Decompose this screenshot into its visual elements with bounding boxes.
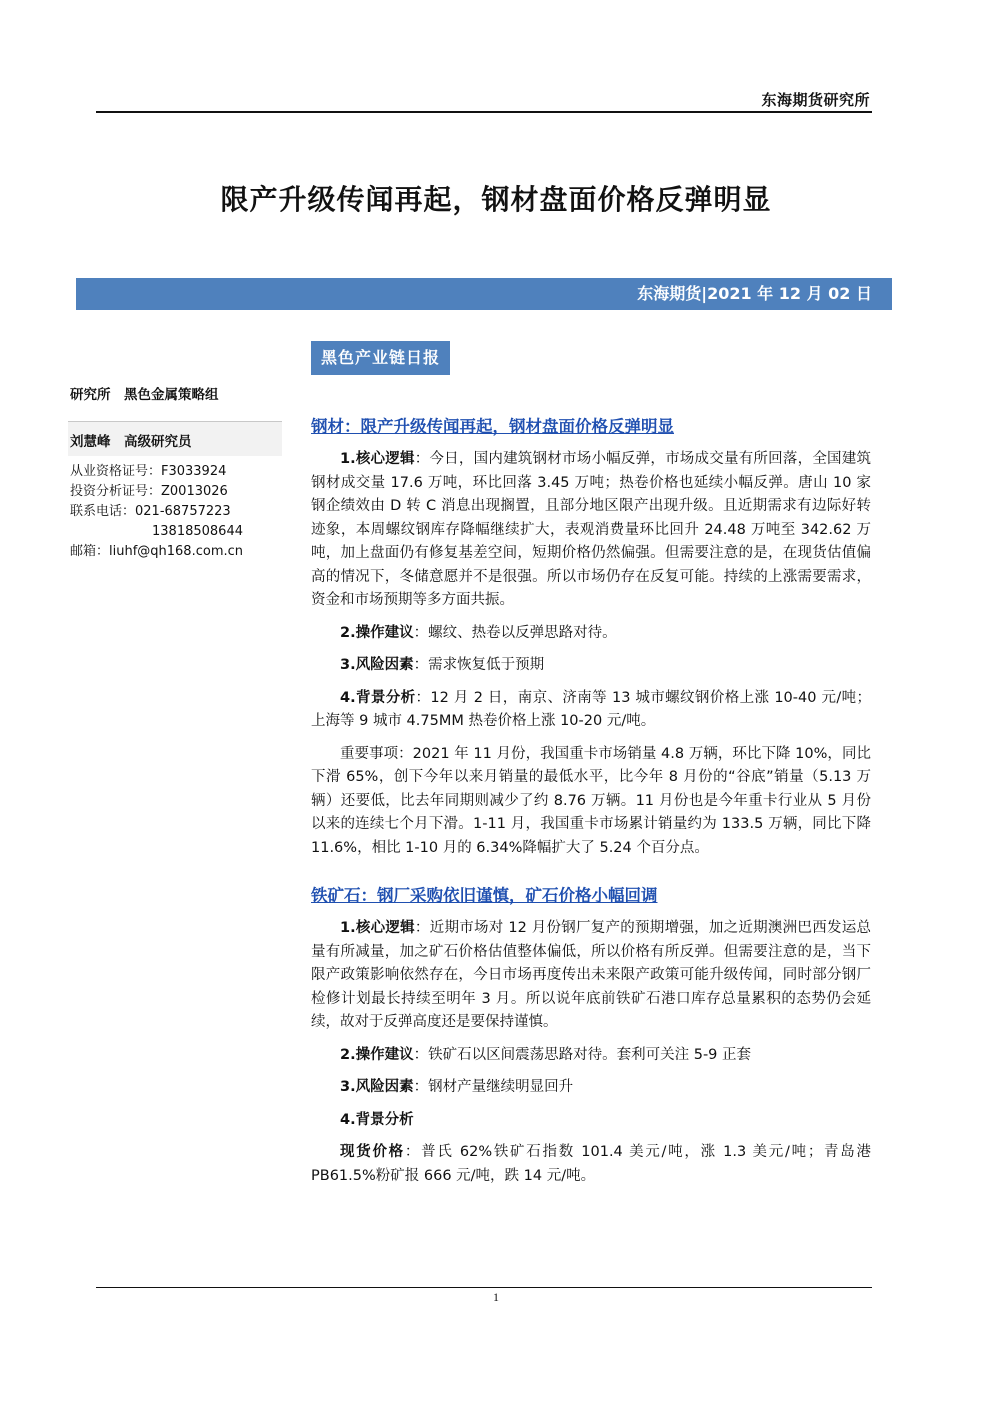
email[interactable]: 邮箱：liuhf@qh168.com.cn <box>70 544 243 559</box>
core-logic-label: 1.核心逻辑 <box>340 451 415 467</box>
header-divider <box>96 111 872 113</box>
phone: 联系电话：021-68757223 <box>70 504 231 519</box>
operation-text: ：螺纹、热卷以反弹思路对待。 <box>413 624 617 641</box>
risk-text: ：钢材产量继续明显回升 <box>413 1079 574 1095</box>
steel-key-events: 重要事项：2021 年 11 月份，我国重卡市场销量 4.8 万辆，环比下降 10%，同比下滑 65%，创下今年以来月销量的最低水平，比今年 8 月份的“谷底”销量（5.13 万辆）还要低，比去年同期则减少了约 8.76 万辆。11 月份也是今年重卡行业从 5 月份以来的连续七个月下滑。1-11 月，我国重卡市场累计销量约为 133.5 万辆，同比下降 11.6%，相比 1-10 月的 6.34%降幅扩大了 5.24 个百分点。 <box>311 745 871 856</box>
analyst-name: 刘慧峰 高级研究员 <box>68 421 282 456</box>
research-group: 研究所 黑色金属策略组 <box>70 387 219 403</box>
background-text: ：12 月 2 日，南京、济南等 13 城市螺纹钢价格上涨 10-40 元/吨；上海等 9 城市 4.75MM 热卷价格上涨 10-20 元/吨。 <box>311 689 871 729</box>
ore-background <box>311 1109 871 1133</box>
date-band: 东海期货|2021 年 12 月 02 日 <box>76 278 892 310</box>
page-title: 限产升级传闻再起，钢材盘面价格反弹明显 <box>220 183 772 216</box>
spot-price-label: 现货价格 <box>340 1144 405 1160</box>
risk-label: 3.风险因素 <box>340 657 414 673</box>
operation-label: 2.操作建议 <box>340 624 414 641</box>
risk-text: ：需求恢复低于预期 <box>413 657 545 673</box>
core-logic-label: 1.核心逻辑 <box>340 920 415 936</box>
section-steel-title: 钢材：限产升级传闻再起，钢材盘面价格反弹明显 <box>311 417 674 436</box>
report-body <box>311 414 871 1197</box>
core-logic-text: ：近期市场对 12 月份钢厂复产的预期增强，加之近期澳洲巴西发运总量有所减量，加之矿石价格估值整体偏低，所以价格有所反弹。但需要注意的是，当下限产政策影响依然存在，今日市场再度传出未来限产政策可能升级传闻，同时部分钢厂检修计划最长持续至明年 3 月。所以说年底前铁矿石港口库存总量累积的态势仍会延续，故对于反弹高度还是要保持谨慎。 <box>311 920 871 1030</box>
investment-cert: 投资分析证号：Z0013026 <box>70 484 228 499</box>
background-label: 4.背景分析 <box>340 689 416 706</box>
steel-background <box>311 687 871 734</box>
ore-risk <box>311 1076 871 1100</box>
ore-core-logic <box>311 917 871 1035</box>
phone-secondary: 13818508644 <box>152 524 243 539</box>
ore-spot-price <box>311 1141 871 1188</box>
report-type-tag: 黑色产业链日报 <box>311 341 450 375</box>
author-sidebar <box>70 383 282 562</box>
qualification-cert: 从业资格证号：F3033924 <box>70 464 227 479</box>
footer-divider <box>96 1287 872 1288</box>
steel-risk <box>311 654 871 678</box>
risk-label: 3.风险因素 <box>340 1079 414 1095</box>
background-label: 4.背景分析 <box>340 1111 414 1128</box>
spot-price-text: ：普氏 62%铁矿石指数 101.4 美元/吨，涨 1.3 美元/吨；青岛港 PB61.5%粉矿报 666 元/吨，跌 14 元/吨。 <box>311 1144 871 1184</box>
ore-operation <box>311 1044 871 1068</box>
steel-core-logic <box>311 448 871 613</box>
header-org-name: 东海期货研究所 <box>761 91 870 109</box>
page-number: 1 <box>493 1290 499 1304</box>
steel-operation <box>311 622 871 646</box>
operation-label: 2.操作建议 <box>340 1046 414 1063</box>
core-logic-text: ：今日，国内建筑钢材市场小幅反弹，市场成交量有所回落，全国建筑钢材成交量 17.6 万吨，环比回落 3.45 万吨；热卷价格也延续小幅反弹。唐山 10 家钢企绩效由 D 转 C 消息出现搁置，且部分地区限产出现升级。且近期需求有边际好转迹象，本周螺纹钢库存降幅继续扩大，表观消费量环比回升 24.48 万吨至 342.62 万吨，加上盘面仍有修复基差空间，短期价格仍然偏强。但需要注意的是，在现货估值偏高的情况下，冬储意愿并不是很强。所以市场仍存在反复可能。持续的上涨需要需求，资金和市场预期等多方面共振。 <box>311 451 871 608</box>
operation-text: ：铁矿石以区间震荡思路对待。套利可关注 5-9 正套 <box>413 1046 752 1063</box>
section-iron-ore-title: 铁矿石：钢厂采购依旧谨慎，矿石价格小幅回调 <box>311 886 658 905</box>
